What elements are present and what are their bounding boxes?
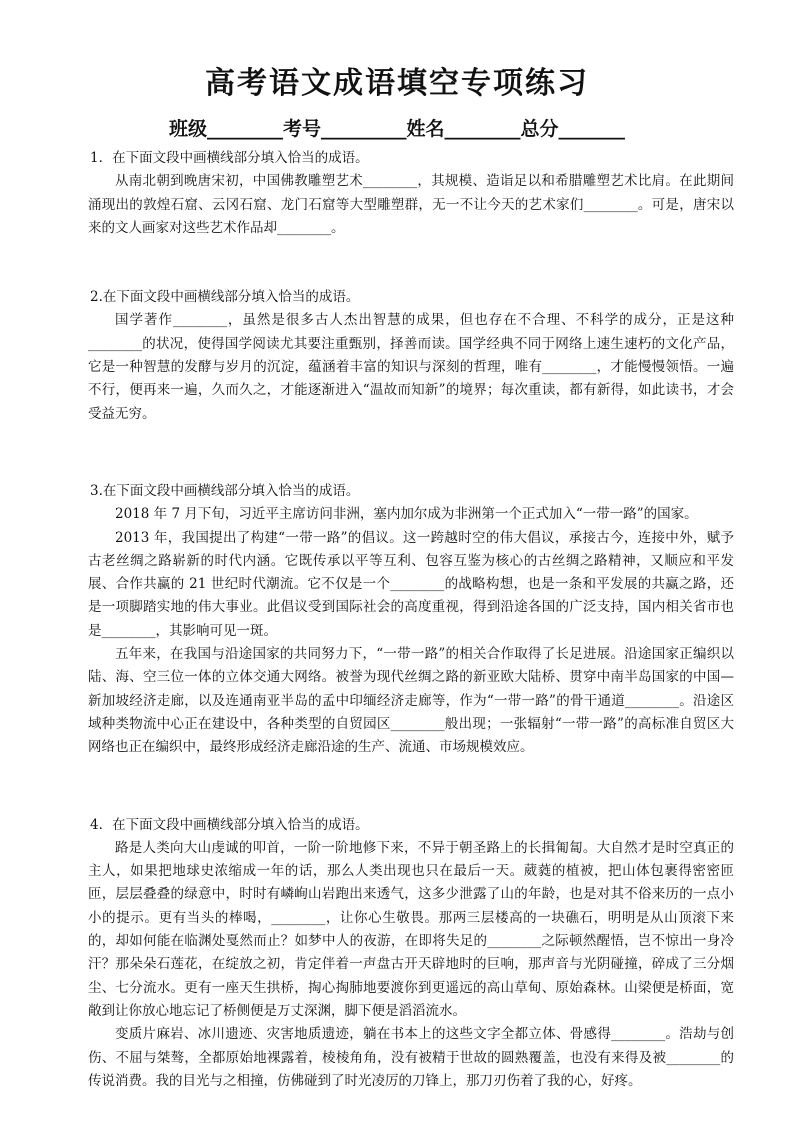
question-3 — [88, 480, 734, 760]
question-2 — [88, 286, 734, 426]
question-heading: 3.在下面文段中画横线部分填入恰当的成语。 — [90, 482, 360, 499]
question-paragraph: 变质片麻岩、冰川遗迹、灾害地质遗迹，躺在书本上的这些文字全都立体、骨感得________。浩劫与创伤、不屈与桀骜，全都原始地裸露着，棱棱角角，没有被精于世故的圆熟覆盖，也没有来得及被________的传说消费。我的目光与之相撞，仿佛碰到了时光凌厉的刀锋上，那刀刃伤着了我的心，好疼。 — [88, 1026, 734, 1089]
question-heading: 2.在下面文段中画横线部分填入恰当的成语。 — [90, 289, 360, 306]
question-4 — [88, 814, 734, 1094]
question-1 — [88, 147, 734, 240]
question-heading: 4．在下面文段中画横线部分填入恰当的成语。 — [90, 816, 369, 833]
question-heading: 1．在下面文段中画横线部分填入恰当的成语。 — [90, 150, 369, 166]
page-title: 高考语文成语填空专项练习 — [205, 66, 589, 101]
student-info-line: 班级________考号_________姓名________总分_______ — [168, 118, 625, 140]
question-paragraph: 路是人类向大山虔诚的叩首，一阶一阶地修下来，不异于朝圣路上的长揖匍匐。大自然才是时空真正的主人，如果把地球史浓缩成一年的话，那么人类出现也只在最后一天。葳蕤的植被，把山体包裹得密密匝匝，层层叠叠的绿意中，时时有嶙峋山岩跑出来透气，这多少泄露了山的年龄，也是对其不俗来历的一点小小的提示。更有当头的棒喝，________，让你心生敬畏。那两三层楼高的一块礁石，明明是从山顶滚下来的，却如何能在临渊处戛然而止？如梦中人的夜游，在即将失足的________之际顿然醒悟，岂不惊出一身冷汗？那朵朵石莲花，在绽放之初，肯定伴着一声盘古开天辟地时的巨响，那声音与光阴碰撞，碎成了三分烟尘、七分流水。更有一座天生拱桥，掏心掏肺地要渡你到更遥远的高山草甸、原始森林。山梁便是桥面，宽敞到让你放心地忘记了桥侧便是万丈深渊，脚下便是滔滔流水。 — [88, 839, 734, 1019]
answer-space — [88, 760, 734, 814]
answer-space — [88, 426, 734, 480]
answer-space — [88, 240, 734, 286]
question-paragraph: 五年来，在我国与沿途国家的共同努力下，“一带一路”的相关合作取得了长足进展。沿途国家正编织以陆、海、空三位一体的立体交通大网络。被誉为现代丝绸之路的新亚欧大陆桥、贯穿中南半岛国家的中国—新加坡经济走廊，以及连通南亚半岛的孟中印缅经济走廊等，作为“一带一路”的骨干通道________。沿途区域种类物流中心正在建设中，各种类型的自贸园区________般出现；一张辐射“一带一路”的高标准自贸区大网络也正在编织中，最终形成经济走廊沿途的生产、流通、市场规模效应。 — [88, 646, 734, 756]
question-paragraph: 国学著作________，虽然是很多古人杰出智慧的成果，但也存在不合理、不科学的成分，正是这种________的状况，使得国学阅读尤其要注重甄别，择善而读。国学经典不同于网络上速生速朽的文化产品，它是一种智慧的发酵与岁月的沉淀，蕴涵着丰富的知识与深刻的哲理，唯有________，才能慢慢领悟。一遍不行，便再来一遍，久而久之，才能逐渐进入“温故而知新”的境界；每次重读，都有新得，如此读书，才会受益无穷。 — [88, 312, 734, 422]
question-paragraph: 2018 年 7 月下旬，习近平主席访问非洲，塞内加尔成为非洲第一个正式加入“一带一路”的国家。 — [115, 506, 698, 523]
questions-area — [88, 147, 734, 1093]
question-paragraph: 从南北朝到晚唐宋初，中国佛教雕塑艺术________，其规模、造诣足以和希腊雕塑艺术比肩。在此期间涌现出的敦煌石窟、云冈石窟、龙门石窟等大型雕塑群，无一不让今天的艺术家们________。可是，唐宋以来的文人画家对这些艺术作品却________。 — [88, 173, 734, 236]
question-paragraph: 2013 年，我国提出了构建“一带一路”的倡议。这一跨越时空的伟大倡议，承接古今，连接中外，赋予古老丝绸之路崭新的时代内涵。它既传承以平等互利、包容互鉴为核心的古丝绸之路精神，又顺应和平发展、合作共赢的 21 世纪时代潮流。它不仅是一个________的战略构想，也是一条和平发展的共赢之路，还是一项脚踏实地的伟大事业。此倡议受到国际社会的高度重视，得到沿途各国的广泛支持，国内相关省市也是________，其影响可见一斑。 — [88, 529, 734, 639]
